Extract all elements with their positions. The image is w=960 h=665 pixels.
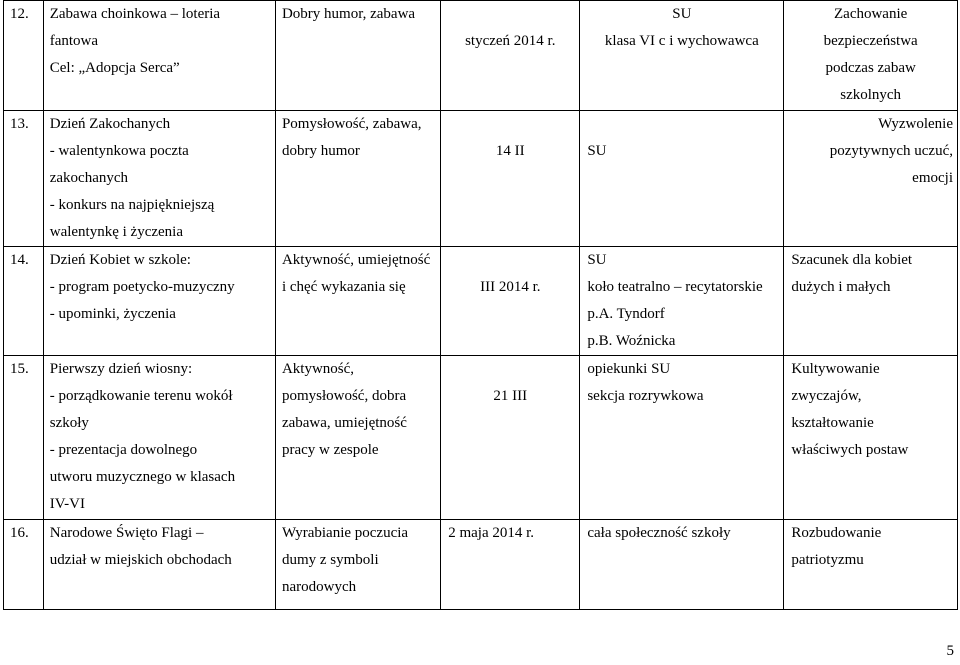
event-effects-line: kształtowanie [791, 415, 874, 431]
event-effects-line: zwyczajów, [791, 388, 862, 404]
event-effects-cell [784, 356, 958, 520]
event-name-line: - walentynkowa poczta [49, 143, 189, 159]
event-responsible-line: cała społeczność szkoły [587, 525, 731, 541]
event-goal-line: zabawa, umiejętność [281, 415, 407, 431]
event-name-line: Narodowe Święto Flagi – [49, 525, 204, 541]
event-effects-cell [784, 247, 958, 356]
row-number: 16. [10, 525, 29, 541]
event-effects-line: szkolnych [840, 87, 902, 103]
table-row [4, 356, 958, 520]
event-goal-line: pracy w zespole [281, 442, 379, 458]
row-number-cell [4, 356, 44, 520]
event-effects-line: Zachowanie [834, 6, 908, 22]
event-effects-cell [784, 111, 958, 247]
event-goal-line: dumy z symboli [281, 552, 379, 568]
event-name-line: szkoły [49, 415, 89, 431]
event-name-line: udział w miejskich obchodach [49, 552, 232, 568]
event-name-line: Dzień Zakochanych [49, 116, 171, 132]
event-goal-cell [275, 247, 440, 356]
event-date-line: 14 II [495, 143, 525, 159]
event-name-cell [43, 356, 275, 520]
event-effects-line: Wyzwolenie [878, 116, 953, 132]
event-effects-line: Rozbudowanie [791, 525, 882, 541]
event-date-line [447, 1, 573, 28]
event-goal-cell [275, 1, 440, 111]
event-date-line [447, 356, 573, 383]
event-goal-cell [275, 111, 440, 247]
event-date-cell [441, 1, 580, 111]
event-effects-line: Kultywowanie [791, 361, 880, 377]
event-date-line: 2 maja 2014 r. [448, 525, 535, 541]
table-row [4, 1, 958, 111]
event-effects-line: bezpieczeństwa [823, 33, 918, 49]
event-responsible-line: p.A. Tyndorf [587, 306, 665, 322]
event-goal-cell [275, 356, 440, 520]
table-row [4, 111, 958, 247]
event-name-cell [43, 111, 275, 247]
event-responsible-cell [580, 111, 784, 247]
event-name-line: Pierwszy dzień wiosny: [49, 361, 193, 377]
event-date-cell [441, 247, 580, 356]
event-name-line: - upominki, życzenia [49, 306, 176, 322]
event-goal-line: Pomysłowość, zabawa, [281, 116, 422, 132]
event-name-line: zakochanych [49, 170, 129, 186]
event-responsible-line: sekcja rozrywkowa [587, 388, 704, 404]
event-goal-line: dobry humor [281, 143, 360, 159]
event-goal-line: narodowych [281, 579, 357, 595]
event-responsible-line: SU [587, 252, 607, 268]
event-effects-line: właściwych postaw [791, 442, 909, 458]
event-responsible-line [587, 111, 777, 138]
event-responsible-cell [580, 1, 784, 111]
event-responsible-line: SU [672, 6, 692, 22]
event-date-line: III 2014 r. [480, 279, 541, 295]
event-responsible-line: opiekunki SU [587, 361, 671, 377]
event-responsible-line: koło teatralno – recytatorskie [587, 279, 763, 295]
event-effects-line: emocji [912, 170, 953, 186]
event-goal-line: Aktywność, umiejętność [281, 252, 431, 268]
event-date-line: styczeń 2014 r. [465, 33, 556, 49]
event-goal-line: Aktywność, [281, 361, 355, 377]
event-name-line: Zabawa choinkowa – loteria [49, 6, 221, 22]
event-effects-line: Szacunek dla kobiet [791, 252, 913, 268]
event-name-cell [43, 247, 275, 356]
event-name-line: IV-VI [49, 496, 86, 512]
event-goal-line: Dobry humor, zabawa [281, 6, 416, 22]
row-number: 14. [10, 252, 29, 268]
event-goal-line: pomysłowość, dobra [281, 388, 407, 404]
event-goal-line: Wyrabianie poczucia [281, 525, 409, 541]
row-number-cell [4, 247, 44, 356]
event-effects-line: dużych i małych [791, 279, 891, 295]
event-name-line: walentynkę i życzenia [49, 224, 183, 240]
row-number: 12. [10, 6, 29, 22]
event-date-cell [441, 111, 580, 247]
event-name-line: - program poetycko-muzyczny [49, 279, 235, 295]
event-name-cell [43, 520, 275, 610]
table-row [4, 520, 958, 610]
event-name-line: - porządkowanie terenu wokół [49, 388, 233, 404]
row-number: 15. [10, 361, 29, 377]
table-row [4, 247, 958, 356]
event-effects-line: podczas zabaw [825, 60, 916, 76]
event-responsible-cell [580, 520, 784, 610]
event-name-line: fantowa [49, 33, 99, 49]
event-name-line: Dzień Kobiet w szkole: [49, 252, 191, 268]
event-date-cell [441, 356, 580, 520]
event-responsible-line: SU [587, 143, 607, 159]
row-number-cell [4, 1, 44, 111]
event-date-line [447, 111, 573, 138]
event-effects-cell [784, 1, 958, 111]
event-date-cell [441, 520, 580, 610]
event-name-line: - konkurs na najpiękniejszą [49, 197, 215, 213]
row-number: 13. [10, 116, 29, 132]
event-date-line [447, 247, 573, 274]
event-effects-line: pozytywnych uczuć, [829, 143, 953, 159]
event-responsible-line: klasa VI c i wychowawca [604, 33, 759, 49]
events-table [3, 0, 958, 610]
event-responsible-cell [580, 356, 784, 520]
event-effects-cell [784, 520, 958, 610]
page-number: 5 [946, 643, 954, 659]
event-name-line: utworu muzycznego w klasach [49, 469, 236, 485]
event-responsible-cell [580, 247, 784, 356]
row-number-cell [4, 111, 44, 247]
row-number-cell [4, 520, 44, 610]
event-effects-line: patriotyzmu [791, 552, 864, 568]
event-name-line: - prezentacja dowolnego [49, 442, 198, 458]
event-name-line: Cel: „Adopcja Serca” [49, 60, 180, 76]
event-goal-line: i chęć wykazania się [281, 279, 406, 295]
event-date-line: 21 III [493, 388, 528, 404]
event-goal-cell [275, 520, 440, 610]
event-name-cell [43, 1, 275, 111]
event-responsible-line: p.B. Woźnicka [587, 333, 676, 349]
